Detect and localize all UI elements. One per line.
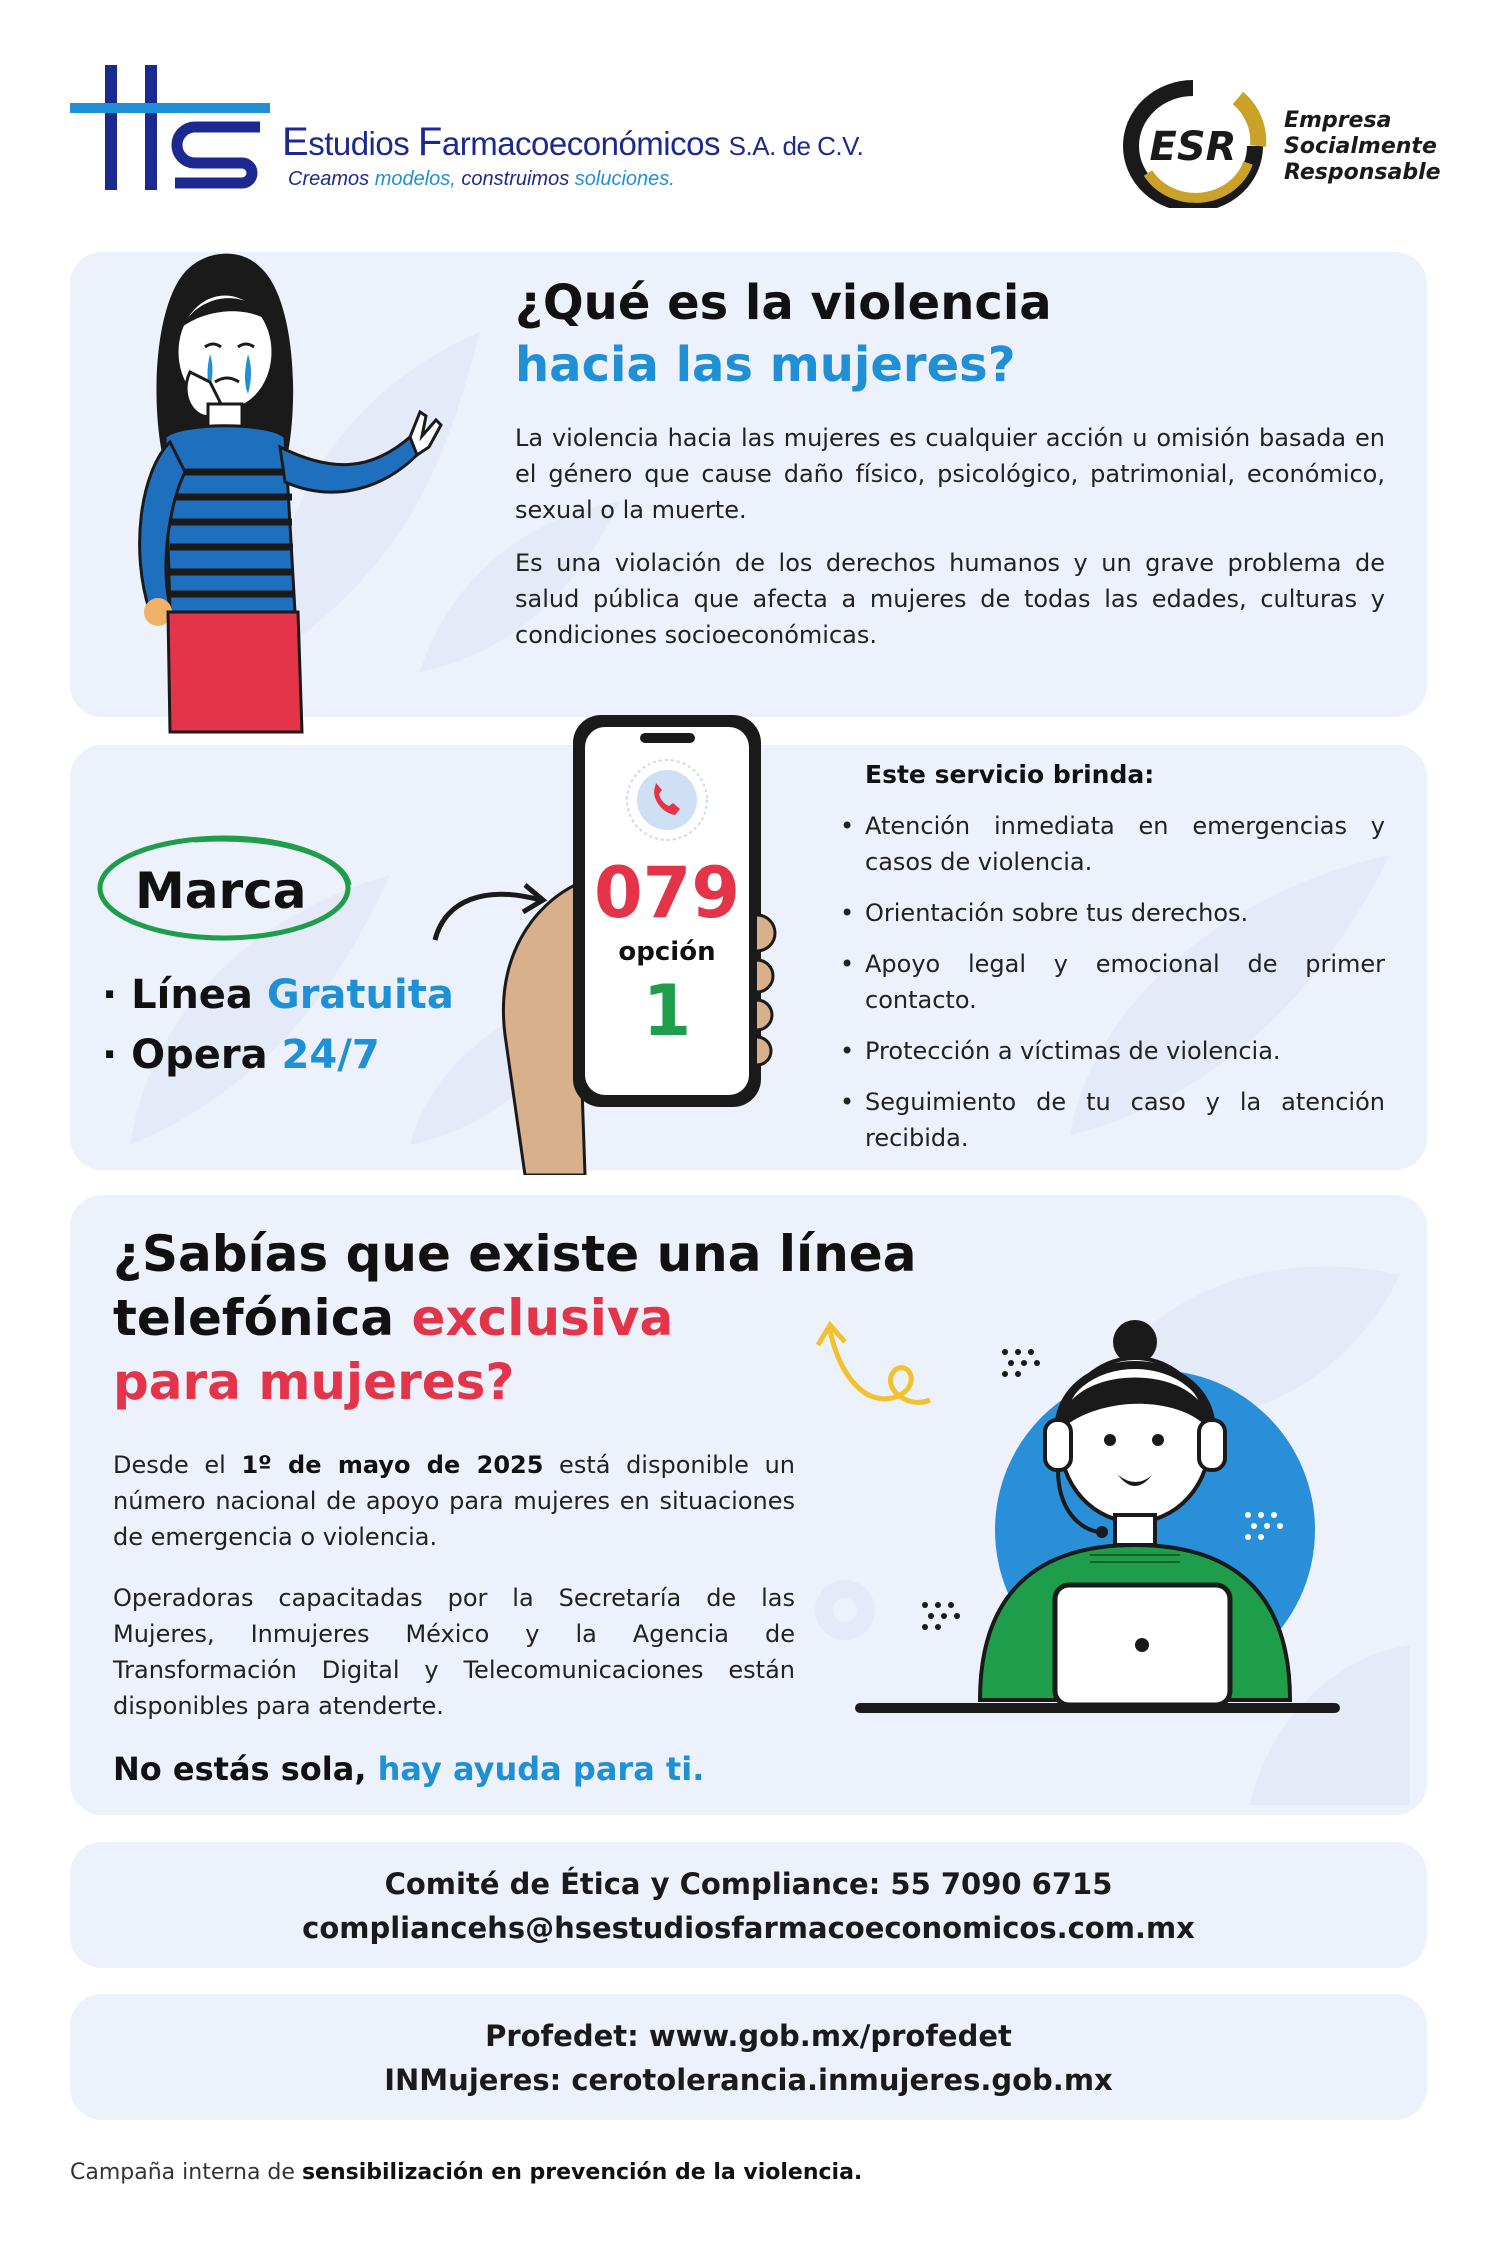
- crying-woman-illustration: [110, 232, 490, 737]
- esr-logo: [1118, 78, 1268, 208]
- closing-message: No estás sola, hay ayuda para ti.: [113, 1750, 705, 1788]
- free-line-feature: · Línea Gratuita: [102, 972, 454, 1018]
- exclusive-line-title-line3: para mujeres?: [113, 1353, 515, 1411]
- marca-label: Marca: [135, 862, 307, 920]
- list-item: • Seguimiento de tu caso y la atención recibida.: [840, 1084, 1385, 1156]
- exclusive-line-title-line2: telefónica exclusiva: [113, 1289, 674, 1347]
- ethics-contact-text: [70, 1862, 1427, 1950]
- open-24-7-feature: · Opera 24/7: [102, 1032, 380, 1078]
- violence-title-line1: ¿Qué es la violencia: [515, 275, 1052, 331]
- hotline-number: 079: [593, 852, 741, 934]
- services-title: Este servicio brinda:: [865, 760, 1155, 789]
- hs-logo: [70, 65, 270, 195]
- violence-definition-paragraph: La violencia hacia las mujeres es cualquier acción u omisión basada en el género que cause daño físico, psicológico, patrimonial, económico, sexual o la muerte.: [515, 424, 1385, 524]
- ethics-email-link[interactable]: compliancehs@hsestudiosfarmacoeconomicos.com.mx: [302, 1911, 1195, 1945]
- inmujeres-link[interactable]: INMujeres: cerotolerancia.inmujeres.gob.mx: [384, 2063, 1113, 2097]
- call-center-operator-illustration: [800, 1300, 1360, 1730]
- list-item: • Orientación sobre tus derechos.: [840, 895, 1385, 931]
- list-item: • Protección a víctimas de violencia.: [840, 1033, 1385, 1069]
- profedet-link[interactable]: Profedet: www.gob.mx/profedet: [485, 2019, 1012, 2053]
- company-slogan: Creamos modelos, construimos soluciones.: [288, 168, 675, 190]
- esr-label: Empresa Socialmente Responsable: [1284, 108, 1441, 185]
- violence-title-line2: hacia las mujeres?: [515, 337, 1016, 393]
- campaign-footer: Campaña interna de sensibilización en prevención de la violencia.: [70, 2160, 863, 2185]
- operators-paragraph: Operadoras capacitadas por la Secretaría de las Mujeres, Inmujeres México y la Agencia de Transformación Digital y Telecomunicaciones están disponibles para atenderte.: [113, 1584, 795, 1720]
- svg-text:ESR: ESR: [1149, 124, 1237, 170]
- company-name: Estudios Farmacoeconómicos S.A. de C.V.: [282, 120, 864, 164]
- list-item: • Apoyo legal y emocional de primer contacto.: [840, 946, 1385, 1018]
- services-list: [840, 808, 1385, 1171]
- list-item: • Atención inmediata en emergencias y casos de violencia.: [840, 808, 1385, 880]
- violence-impact-paragraph: Es una violación de los derechos humanos y un grave problema de salud pública que afecta a mujeres de todas las edades, culturas y condiciones socioeconómicas.: [515, 549, 1385, 649]
- external-resources-text: [70, 2014, 1427, 2102]
- option-label: opción: [618, 937, 716, 967]
- availability-paragraph: Desde el 1º de mayo de 2025 está disponible un número nacional de apoyo para mujeres en situaciones de emergencia o violencia.: [113, 1451, 795, 1551]
- ethics-phone: Comité de Ética y Compliance: 55 7090 6715: [384, 1867, 1113, 1901]
- exclusive-line-title-line1: ¿Sabías que existe una línea: [113, 1225, 917, 1283]
- option-number: 1: [642, 970, 692, 1052]
